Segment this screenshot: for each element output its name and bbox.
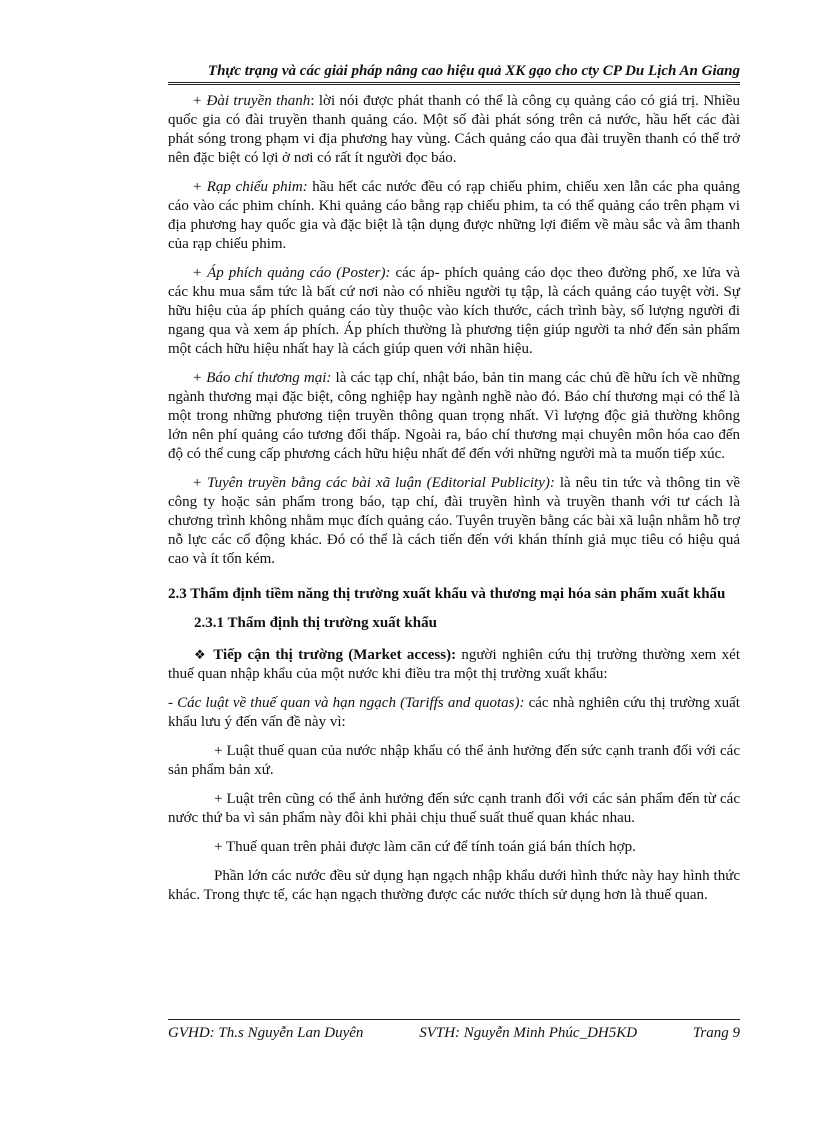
market-access-text: người nghiên cứu thị trường thường xem xét thuế quan nhập khẩu của một nước khi điều tra một thị trường xuất khẩu: (168, 647, 740, 682)
list-item: + Thuế quan trên phải được làm căn cứ để tính toán giá bán thích hợp. (214, 839, 636, 855)
paragraph-trade-press (168, 369, 740, 464)
tariffs-term: - Các luật về thuế quan và hạn ngạch (Tariffs and quotas): (168, 695, 525, 711)
header-title: Thực trạng và các giải pháp nâng cao hiệu quả XK gạo cho cty CP Du Lịch An Giang (207, 63, 740, 79)
footer-page-number: Trang 9 (692, 1025, 740, 1041)
section-heading: 2.3 Thẩm định tiềm năng thị trường xuất khẩu và thương mại hóa sản phẩm xuất khẩu (168, 586, 726, 602)
list-item: + Luật thuế quan của nước nhập khẩu có thể ảnh hưởng đến sức cạnh tranh đối với các sản phẩm bản xứ. (168, 743, 740, 778)
term-radio: + Đài truyền thanh (192, 93, 311, 109)
term-editorial: + Tuyên truyền bằng các bài xã luận (Editorial Publicity): (192, 475, 555, 491)
text-trade-press: là các tạp chí, nhật báo, bản tin mang các chủ đề hữu ích về những ngành thương mại đặc biệt, công nghiệp hay ngành nghề nào đó. Báo chí thương mại có thể là một trong những phương tiện truyền thông quan trọng nhất. Vì lượng độc giả thường không lớn nên phí quảng cáo tương đối thấp. Ngoài ra, báo chí thương mại chuyên môn hóa cao đến độ có thể cung cấp phương cách hữu hiệu nhất để đến với những người mà ta muốn tiếp xúc. (168, 370, 741, 462)
footer-student: SVTH: Nguyễn Minh Phúc_DH5KD (419, 1025, 638, 1041)
term-poster: + Áp phích quảng cáo (Poster): (192, 265, 391, 281)
paragraph-radio (168, 92, 740, 168)
footer-advisor: GVHD: Th.s Nguyễn Lan Duyên (168, 1025, 364, 1041)
tariffs-paragraph (168, 694, 740, 732)
text-radio: : lời nói được phát thanh có thể là công cụ quảng cáo có giá trị. Nhiều quốc gia có đài truyền thanh quảng cáo. Một số đài phát sóng trên cả nước, hầu hết các đài phát sóng trong phạm vi địa phương hay vùng. Cách quảng cáo qua đài truyền thanh có thể trở nên đặc biệt có lợi ở nơi có rất ít người đọc báo. (168, 93, 740, 166)
page-header (168, 57, 740, 85)
term-cinema: + Rạp chiếu phim: (192, 179, 308, 195)
subsection-heading: 2.3.1 Thẩm định thị trường xuất khẩu (194, 615, 437, 631)
diamond-bullet-icon: ❖ (194, 647, 208, 662)
tariffs-text: các nhà nghiên cứu thị trường xuất khẩu lưu ý đến vấn đề này vì: (168, 695, 740, 730)
market-access-bullet (168, 645, 740, 684)
text-editorial: là nêu tin tức và thông tin về công ty hoặc sản phẩm trong báo, tạp chí, đài truyền hình và truyền thanh với tư cách là chương trình không nhằm mục đích quảng cáo. Tuyên truyền bằng các bài xã luận nhằm hỗ trợ nỗ lực các cổ động khác. Đó có thể là cách tiến đến với khán thính giả mục tiêu có hiệu quả cao và ít tốn kém. (168, 475, 741, 567)
page-footer (168, 1019, 740, 1042)
market-access-term: Tiếp cận thị trường (Market access): (213, 647, 457, 663)
paragraph-cinema (168, 178, 740, 254)
text-poster: các áp- phích quảng cáo dọc theo đường phố, xe lửa và các khu mua sắm tức là bất cứ nơi nào có nhiều người tụ tập, là cách quảng cáo tuyệt vời. Sự hữu hiệu của áp phích quảng cáo tùy thuộc vào kích thước, cách trình bày, số lượng người đi ngang qua và xem áp phích. Áp phích thường là phương tiện giúp người ta nhớ đến sản phẩm một cách hữu hiệu nhất hay là cách giúp quen với nhãn hiệu. (168, 265, 740, 357)
list-item: + Luật trên cũng có thể ảnh hưởng đến sức cạnh tranh đối với các sản phẩm đến từ các nước thứ ba vì sản phẩm này đôi khi phải chịu thuế suất thuế quan khác nhau. (168, 791, 740, 826)
text-cinema: hầu hết các nước đều có rạp chiếu phim, chiếu xen lẫn các pha quảng cáo vào các phim chính. Khi quảng cáo bằng rạp chiếu phim, ta có thể quảng cáo trên phạm vi địa phương hay quốc gia và đặc biệt là tận dụng được những lợi điểm về màu sắc và âm thanh của rạp chiếu phim. (168, 179, 740, 252)
paragraph-poster (168, 264, 740, 359)
document-body (168, 92, 740, 915)
closing-paragraph: Phần lớn các nước đều sử dụng hạn ngạch nhập khẩu dưới hình thức này hay hình thức khác. Trong thực tế, các hạn ngạch thường được các nước thích sử dụng hơn là thuế quan. (168, 868, 740, 903)
term-trade-press: + Báo chí thương mại: (192, 370, 332, 386)
paragraph-editorial (168, 474, 740, 569)
